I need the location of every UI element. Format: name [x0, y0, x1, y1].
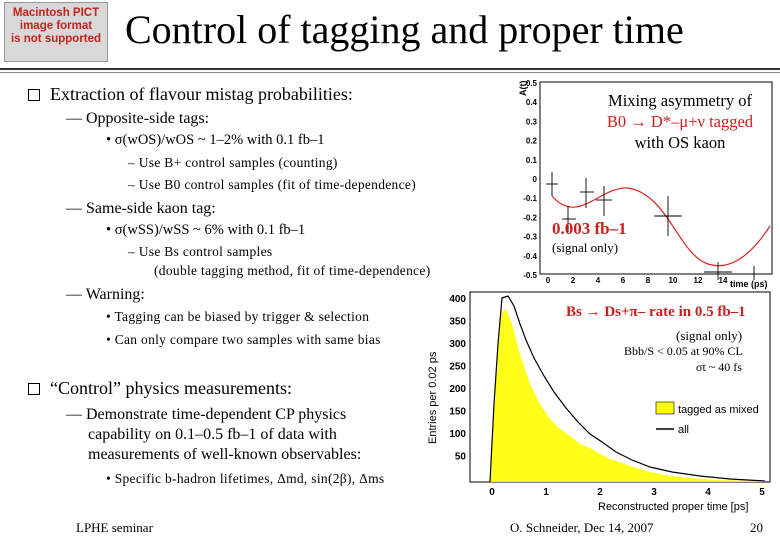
mixing-annotation — [585, 90, 775, 153]
ss-sub-item-2: (double tagging method, fit of time-dependence) — [154, 263, 431, 278]
bullet-box-icon — [28, 383, 40, 395]
top-y-tick-label: 0.1 — [525, 155, 537, 165]
legend-all-label: all — [678, 424, 690, 436]
pict-line-1: Macintosh PICT — [12, 7, 100, 19]
demo-line-3: measurements of well-known observables: — [88, 446, 362, 463]
top-x-tick-label: 2 — [570, 276, 576, 285]
demo-line-1: — Demonstrate time-dependent CP physics — [66, 406, 347, 423]
top-x-tick-label: 4 — [595, 276, 601, 285]
slide-title: Control of tagging and proper time — [125, 7, 684, 52]
bottom-y-tick-label: 150 — [449, 406, 466, 418]
ss-tag-heading: — Same-side kaon tag: — [66, 200, 216, 217]
warning-item-2: • Can only compare two samples with same bias — [106, 332, 381, 347]
ss-sigma-item: • σ(wSS)/wSS ~ 6% with 0.1 fb–1 — [106, 222, 306, 238]
bottom-y-tick-label: 400 — [449, 294, 466, 305]
bottom-y-tick-label: 50 — [454, 451, 466, 463]
os-sub-item-1: – Use B+ control samples (counting) — [128, 155, 338, 170]
top-y-tick-label: 0.4 — [525, 98, 537, 108]
bs-rate-title: Bs → Ds+π– rate in 0.5 fb–1 — [566, 304, 746, 320]
bottom-x-tick-label: 3 — [651, 487, 657, 498]
ss-sub-item-1: – Use Bs control samples — [128, 244, 273, 259]
warning-heading: — Warning: — [66, 286, 145, 303]
legend-tagged-label: tagged as mixed — [678, 404, 759, 416]
specific-item: • Specific b-hadron lifetimes, Δmd, sin(2β), Δms — [106, 471, 385, 486]
top-y-tick-label: -0.3 — [523, 232, 537, 242]
bottom-x-tick-label: 0 — [489, 487, 495, 498]
pict-placeholder-image — [4, 2, 108, 62]
os-sub-item-2: – Use B0 control samples (fit of time-dependence) — [128, 177, 416, 192]
title-divider-thin — [0, 72, 780, 73]
bullet-mistag: Extraction of flavour mistag probabilities: — [50, 84, 353, 104]
top-x-tick-label: 8 — [645, 276, 651, 285]
bottom-y-tick-label: 350 — [449, 316, 466, 328]
luminosity-note: (signal only) — [552, 240, 619, 255]
luminosity-label: 0.003 fb–1 — [552, 219, 627, 238]
footer-left: LPHE seminar — [76, 520, 153, 535]
bottom-y-tick-label: 300 — [449, 339, 466, 350]
bottom-y-tick-label: 100 — [449, 429, 466, 440]
top-y-axis-label: A(t) — [518, 80, 528, 96]
top-x-tick-label: 14 — [718, 276, 728, 285]
bottom-y-tick-label: 250 — [449, 361, 466, 373]
demo-line-2: capability on 0.1–0.5 fb–1 of data with — [88, 426, 337, 443]
top-x-tick-label: 6 — [620, 276, 626, 285]
top-x-tick-label: 0 — [545, 276, 551, 285]
pict-line-3: is not supported — [10, 33, 102, 45]
top-x-axis-label: time (ps) — [730, 279, 768, 289]
page-number: 20 — [750, 520, 763, 535]
annotation-line-3: with OS kaon — [634, 133, 726, 152]
annotation-line-1: Mixing asymmetry of — [608, 91, 752, 110]
bullet-box-icon — [28, 89, 40, 101]
os-sigma-item: • σ(wOS)/wOS ~ 1–2% with 0.1 fb–1 — [106, 132, 325, 148]
top-y-tick-label: 0.5 — [525, 79, 537, 88]
top-x-tick-label: 12 — [693, 276, 703, 285]
bottom-y-tick-label: 200 — [449, 384, 466, 395]
top-y-tick-label: -0.2 — [523, 213, 537, 223]
warning-item-1: • Tagging can be biased by trigger & selection — [106, 309, 370, 324]
title-divider — [0, 68, 780, 70]
top-x-tick-label: 10 — [668, 276, 678, 285]
bottom-x-axis-label: Reconstructed proper time [ps] — [598, 501, 749, 513]
pict-line-2: image format — [19, 20, 93, 32]
legend-tagged-swatch — [656, 402, 674, 414]
top-y-tick-label: -0.1 — [523, 194, 537, 204]
bottom-x-tick-label: 2 — [597, 487, 603, 498]
top-y-tick-label: -0.4 — [523, 251, 537, 261]
bullet-control-measurements: “Control” physics measurements: — [50, 378, 292, 398]
bs-note-1: (signal only) — [676, 328, 743, 343]
bs-note-2: Bbb/S < 0.05 at 90% CL — [624, 344, 743, 358]
top-y-tick-label: 0.3 — [525, 117, 537, 127]
os-tags-heading: — Opposite-side tags: — [66, 110, 210, 127]
annotation-line-2: B0 → D*–μ+ν tagged — [606, 112, 754, 131]
bs-note-3: σt ~ 40 fs — [696, 360, 742, 374]
bottom-x-tick-label: 1 — [543, 487, 549, 498]
bottom-x-tick-label: 5 — [759, 487, 765, 498]
top-y-tick-label: 0 — [532, 175, 537, 184]
footer-center: O. Schneider, Dec 14, 2007 — [510, 520, 654, 535]
top-y-tick-label: -0.5 — [523, 271, 537, 280]
top-y-tick-label: 0.2 — [525, 136, 537, 146]
bottom-y-axis-label: Entries per 0.02 ps — [427, 351, 439, 444]
bottom-x-tick-label: 4 — [705, 487, 711, 498]
